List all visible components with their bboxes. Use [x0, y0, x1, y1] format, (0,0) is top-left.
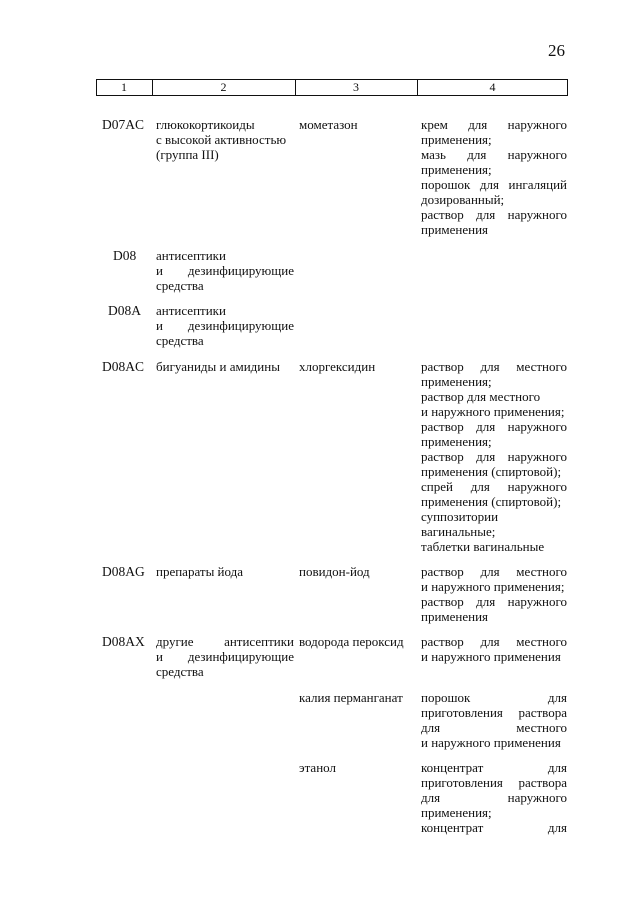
header-divider [567, 80, 568, 95]
text-line: повидон-йод [299, 564, 370, 579]
text-line: порошок для ингаляций [421, 177, 567, 192]
dosage-forms [421, 760, 567, 835]
text-line: таблетки вагинальные [421, 539, 545, 554]
atc-code: D08 [113, 248, 137, 263]
dosage-forms [421, 359, 567, 554]
text-line: дозированный; [421, 192, 505, 207]
group-name [156, 117, 294, 162]
text-line: приготовления раствора [421, 705, 567, 720]
atc-code: D08AX [102, 634, 145, 649]
text-line: бигуаниды и амидины [156, 359, 280, 374]
text-line: водорода пероксид [299, 634, 404, 649]
text-line: и наружного применения; [421, 404, 565, 419]
text-line: средства [156, 333, 204, 348]
atc-code: D08A [108, 303, 141, 318]
text-line: применения; [421, 162, 492, 177]
text-line: применения; [421, 132, 492, 147]
group-name [156, 248, 294, 293]
page-number: 26 [548, 41, 565, 60]
text-line: вагинальные; [421, 524, 496, 539]
text-line: применения [421, 609, 489, 624]
text-line: раствор для местного [421, 359, 567, 374]
text-line: раствор для местного [421, 634, 567, 649]
text-line: и наружного применения [421, 649, 561, 664]
atc-code: D07AC [102, 117, 145, 132]
text-line: крем для наружного [421, 117, 567, 132]
text-line: и дезинфицирующие [156, 649, 294, 664]
text-line: раствор для местного [421, 389, 541, 404]
text-line: мазь для наружного [421, 147, 567, 162]
group-name [156, 634, 294, 679]
text-line: и наружного применения [421, 735, 561, 750]
text-line: для местного [421, 720, 567, 735]
dosage-forms [421, 690, 567, 750]
text-line: средства [156, 278, 204, 293]
text-line: приготовления раствора [421, 775, 567, 790]
text-line: концентрат для [421, 760, 567, 775]
text-line: применения; [421, 805, 492, 820]
substance-name [299, 690, 414, 705]
group-name [156, 303, 294, 348]
text-line: применения (спиртовой); [421, 494, 562, 509]
text-line: для наружного [421, 790, 567, 805]
dosage-forms [421, 117, 567, 237]
text-line: средства [156, 664, 204, 679]
text-line: (группа III) [156, 147, 219, 162]
text-line: другие антисептики [156, 634, 294, 649]
substance-name [299, 760, 414, 775]
dosage-forms [421, 564, 567, 624]
atc-code: D08AG [102, 564, 145, 579]
text-line: этанол [299, 760, 336, 775]
text-line: раствор для наружного [421, 449, 567, 464]
text-line: раствор для местного [421, 564, 567, 579]
text-line: препараты йода [156, 564, 244, 579]
text-line: калия перманганат [299, 690, 403, 705]
header-col-1: 1 [121, 80, 127, 94]
text-line: раствор для наружного [421, 594, 567, 609]
text-line: хлоргексидин [299, 359, 376, 374]
table-header [96, 79, 568, 96]
text-line: порошок для [421, 690, 567, 705]
header-col-3: 3 [353, 80, 359, 94]
text-line: применения [421, 222, 489, 237]
atc-code: D08AC [102, 359, 145, 374]
text-line: спрей для наружного [421, 479, 567, 494]
substance-name [299, 359, 414, 374]
substance-name [299, 634, 414, 649]
text-line: применения (спиртовой); [421, 464, 562, 479]
text-line: раствор для наружного [421, 207, 567, 222]
dosage-forms [421, 634, 567, 664]
text-line: глюкокортикоиды [156, 117, 255, 132]
substance-name [299, 564, 414, 579]
text-line: и дезинфицирующие [156, 263, 294, 278]
group-name [156, 564, 294, 579]
header-col-4: 4 [489, 80, 496, 94]
text-line: суппозитории [421, 509, 499, 524]
text-line: применения; [421, 434, 492, 449]
text-line: концентрат для [421, 820, 567, 835]
group-name [156, 359, 294, 374]
text-line: антисептики [156, 303, 226, 318]
text-line: раствор для наружного [421, 419, 567, 434]
text-line: и дезинфицирующие [156, 318, 294, 333]
header-col-2: 2 [220, 80, 227, 94]
text-line: мометазон [299, 117, 358, 132]
substance-name [299, 117, 414, 132]
text-line: и наружного применения; [421, 579, 565, 594]
text-line: антисептики [156, 248, 226, 263]
text-line: с высокой активностью [156, 132, 287, 147]
text-line: применения; [421, 374, 492, 389]
